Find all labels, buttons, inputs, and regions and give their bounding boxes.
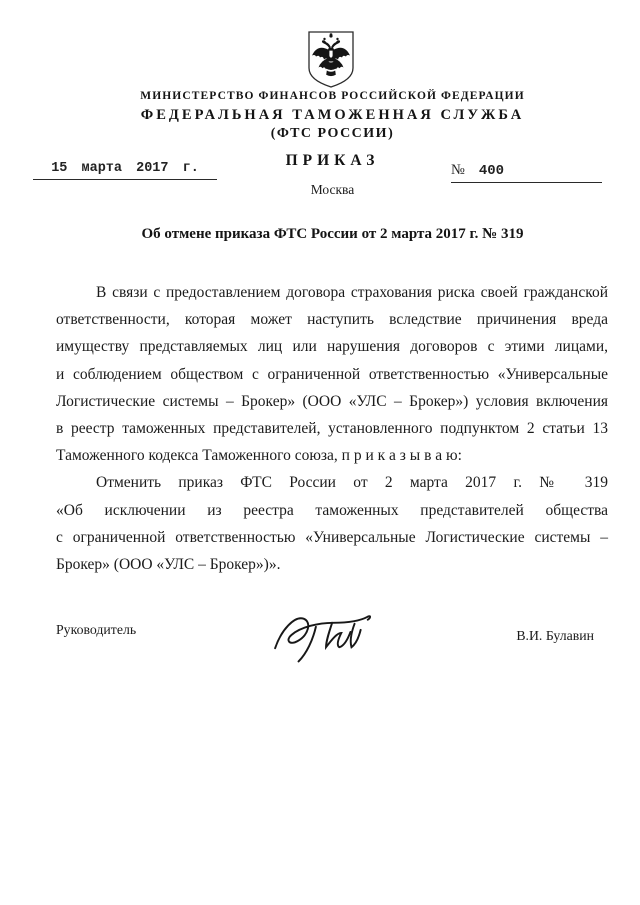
body-line-8: Отменить приказ ФТС России от 2 марта 2017 г. № 319 (96, 474, 608, 492)
date-field: 15 марта 2017 г. (33, 161, 217, 180)
ministry-name: МИНИСТЕРСТВО ФИНАНСОВ РОССИЙСКОЙ ФЕДЕРАЦИИ (140, 90, 525, 102)
document-title: Об отмене приказа ФТС России от 2 марта 2017 г. № 319 (141, 226, 524, 242)
handwritten-signature-icon (268, 604, 380, 666)
body-line-11: Брокер» (ООО «УЛС – Брокер»)». (56, 556, 281, 574)
city-label: Москва (310, 182, 355, 197)
number-value: 400 (478, 163, 505, 179)
body-line-4: и соблюдением обществом с ограниченной ответственностью «Универсальные (56, 365, 608, 383)
agency-abbreviation: (ФТС РОССИИ) (270, 126, 395, 141)
body-line-5: Логистические системы – Брокер» (ООО «УЛС – Брокер») условия включения (56, 392, 608, 410)
body-line-3: имуществу представляемых лиц или нарушения договоров с этими лицами, (56, 338, 608, 356)
body-line-2: ответственности, которая может наступить вследствие причинения вреда (56, 311, 608, 329)
number-sign: № (451, 162, 465, 178)
body-line-6: в реестр таможенных представителей, установленного подпунктом 2 статьи 13 (56, 420, 608, 438)
body-line-9: «Об исключении из реестра таможенных представителей общества (56, 501, 608, 519)
coat-of-arms-icon (307, 30, 355, 90)
body-line-7: Таможенного кодекса Таможенного союза, п р и к а з ы в а ю: (56, 447, 462, 465)
signer-name: В.И. Булавин (516, 628, 594, 643)
document-type-label: ПРИКАЗ (285, 152, 380, 169)
document-body (56, 279, 608, 578)
body-line-1: В связи с предоставлением договора страхования риска своей гражданской (96, 284, 608, 301)
number-field (451, 161, 602, 183)
body-line-10: с ограниченной ответственностью «Универсальные Логистические системы – (56, 528, 608, 546)
document-header (40, 90, 625, 170)
agency-name: ФЕДЕРАЛЬНАЯ ТАМОЖЕННАЯ СЛУЖБА (140, 107, 525, 123)
signer-position-label: Руководитель (56, 622, 137, 637)
